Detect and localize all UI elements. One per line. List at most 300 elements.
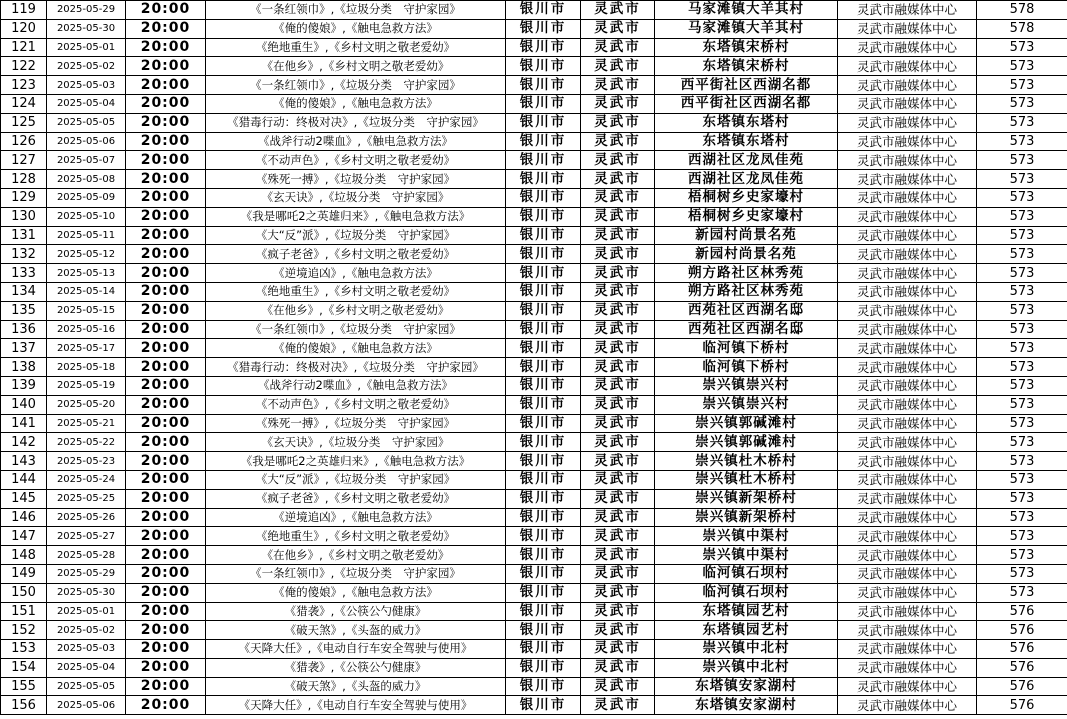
film-titles-cell[interactable]: 《俺的傻娘》,《触电急救方法》 <box>206 339 506 358</box>
county-cell[interactable]: 灵武市 <box>581 376 655 395</box>
time-cell[interactable]: 20:00 <box>126 19 206 38</box>
date-cell[interactable]: 2025-05-01 <box>47 602 126 621</box>
county-cell[interactable]: 灵武市 <box>581 583 655 602</box>
county-cell[interactable]: 灵武市 <box>581 527 655 546</box>
code-cell[interactable]: 573 <box>977 245 1067 264</box>
time-cell[interactable]: 20:00 <box>126 94 206 113</box>
time-cell[interactable]: 20:00 <box>126 564 206 583</box>
venue-cell[interactable]: 马家滩镇大羊其村 <box>655 1 838 20</box>
time-cell[interactable]: 20:00 <box>126 358 206 377</box>
time-cell[interactable]: 20:00 <box>126 76 206 95</box>
date-cell[interactable]: 2025-05-07 <box>47 151 126 170</box>
organizer-cell[interactable]: 灵武市融媒体中心 <box>838 602 977 621</box>
date-cell[interactable]: 2025-05-18 <box>47 358 126 377</box>
city-cell[interactable]: 银川市 <box>506 621 581 640</box>
organizer-cell[interactable]: 灵武市融媒体中心 <box>838 452 977 471</box>
city-cell[interactable]: 银川市 <box>506 564 581 583</box>
film-titles-cell[interactable]: 《猎袭》,《公筷公勺健康》 <box>206 602 506 621</box>
time-cell[interactable]: 20:00 <box>126 207 206 226</box>
table-row[interactable] <box>1 677 1067 696</box>
city-cell[interactable]: 银川市 <box>506 113 581 132</box>
organizer-cell[interactable]: 灵武市融媒体中心 <box>838 358 977 377</box>
date-cell[interactable]: 2025-05-29 <box>47 564 126 583</box>
time-cell[interactable]: 20:00 <box>126 151 206 170</box>
organizer-cell[interactable]: 灵武市融媒体中心 <box>838 677 977 696</box>
film-titles-cell[interactable]: 《殊死一搏》,《垃圾分类 守护家园》 <box>206 414 506 433</box>
code-cell[interactable]: 573 <box>977 414 1067 433</box>
code-cell[interactable]: 573 <box>977 113 1067 132</box>
code-cell[interactable]: 573 <box>977 489 1067 508</box>
city-cell[interactable]: 银川市 <box>506 151 581 170</box>
date-cell[interactable]: 2025-05-10 <box>47 207 126 226</box>
row-number-cell[interactable]: 152 <box>1 621 47 640</box>
organizer-cell[interactable]: 灵武市融媒体中心 <box>838 151 977 170</box>
city-cell[interactable]: 银川市 <box>506 264 581 283</box>
county-cell[interactable]: 灵武市 <box>581 132 655 151</box>
city-cell[interactable]: 银川市 <box>506 226 581 245</box>
table-row[interactable] <box>1 264 1067 283</box>
organizer-cell[interactable]: 灵武市融媒体中心 <box>838 414 977 433</box>
table-row[interactable] <box>1 38 1067 57</box>
venue-cell[interactable]: 崇兴镇新架桥村 <box>655 508 838 527</box>
city-cell[interactable]: 银川市 <box>506 414 581 433</box>
time-cell[interactable]: 20:00 <box>126 188 206 207</box>
date-cell[interactable]: 2025-05-23 <box>47 452 126 471</box>
table-row[interactable] <box>1 527 1067 546</box>
table-row[interactable] <box>1 170 1067 189</box>
film-titles-cell[interactable]: 《一条红领巾》,《垃圾分类 守护家园》 <box>206 564 506 583</box>
row-number-cell[interactable]: 121 <box>1 38 47 57</box>
row-number-cell[interactable]: 146 <box>1 508 47 527</box>
date-cell[interactable]: 2025-05-14 <box>47 282 126 301</box>
film-titles-cell[interactable]: 《逆境追凶》,《触电急救方法》 <box>206 264 506 283</box>
film-titles-cell[interactable]: 《俺的傻娘》,《触电急救方法》 <box>206 19 506 38</box>
city-cell[interactable]: 银川市 <box>506 358 581 377</box>
county-cell[interactable]: 灵武市 <box>581 433 655 452</box>
table-row[interactable] <box>1 395 1067 414</box>
organizer-cell[interactable]: 灵武市融媒体中心 <box>838 658 977 677</box>
table-row[interactable] <box>1 658 1067 677</box>
organizer-cell[interactable]: 灵武市融媒体中心 <box>838 132 977 151</box>
row-number-cell[interactable]: 156 <box>1 696 47 715</box>
film-titles-cell[interactable]: 《我是哪吒2之英雄归来》,《触电急救方法》 <box>206 207 506 226</box>
venue-cell[interactable]: 马家滩镇大羊其村 <box>655 19 838 38</box>
county-cell[interactable]: 灵武市 <box>581 170 655 189</box>
row-number-cell[interactable]: 122 <box>1 57 47 76</box>
table-row[interactable] <box>1 76 1067 95</box>
time-cell[interactable]: 20:00 <box>126 1 206 20</box>
row-number-cell[interactable]: 132 <box>1 245 47 264</box>
table-row[interactable] <box>1 113 1067 132</box>
venue-cell[interactable]: 东塔镇宋桥村 <box>655 38 838 57</box>
code-cell[interactable]: 573 <box>977 57 1067 76</box>
table-row[interactable] <box>1 414 1067 433</box>
table-row[interactable] <box>1 489 1067 508</box>
organizer-cell[interactable]: 灵武市融媒体中心 <box>838 1 977 20</box>
organizer-cell[interactable]: 灵武市融媒体中心 <box>838 527 977 546</box>
date-cell[interactable]: 2025-05-27 <box>47 527 126 546</box>
time-cell[interactable]: 20:00 <box>126 301 206 320</box>
row-number-cell[interactable]: 124 <box>1 94 47 113</box>
table-row[interactable] <box>1 19 1067 38</box>
city-cell[interactable]: 银川市 <box>506 245 581 264</box>
film-titles-cell[interactable]: 《一条红领巾》,《垃圾分类 守护家园》 <box>206 320 506 339</box>
organizer-cell[interactable]: 灵武市融媒体中心 <box>838 564 977 583</box>
row-number-cell[interactable]: 138 <box>1 358 47 377</box>
organizer-cell[interactable]: 灵武市融媒体中心 <box>838 583 977 602</box>
city-cell[interactable]: 银川市 <box>506 602 581 621</box>
row-number-cell[interactable]: 143 <box>1 452 47 471</box>
city-cell[interactable]: 银川市 <box>506 376 581 395</box>
organizer-cell[interactable]: 灵武市融媒体中心 <box>838 433 977 452</box>
code-cell[interactable]: 573 <box>977 282 1067 301</box>
code-cell[interactable]: 573 <box>977 527 1067 546</box>
date-cell[interactable]: 2025-05-22 <box>47 433 126 452</box>
table-row[interactable] <box>1 508 1067 527</box>
table-row[interactable] <box>1 188 1067 207</box>
date-cell[interactable]: 2025-05-03 <box>47 76 126 95</box>
venue-cell[interactable]: 西平街社区西湖名都 <box>655 76 838 95</box>
venue-cell[interactable]: 崇兴镇中渠村 <box>655 546 838 565</box>
row-number-cell[interactable]: 136 <box>1 320 47 339</box>
time-cell[interactable]: 20:00 <box>126 376 206 395</box>
row-number-cell[interactable]: 153 <box>1 640 47 659</box>
code-cell[interactable]: 573 <box>977 433 1067 452</box>
date-cell[interactable]: 2025-05-20 <box>47 395 126 414</box>
county-cell[interactable]: 灵武市 <box>581 76 655 95</box>
time-cell[interactable]: 20:00 <box>126 264 206 283</box>
film-titles-cell[interactable]: 《绝地重生》,《乡村文明之敬老爱幼》 <box>206 38 506 57</box>
row-number-cell[interactable]: 134 <box>1 282 47 301</box>
code-cell[interactable]: 573 <box>977 320 1067 339</box>
county-cell[interactable]: 灵武市 <box>581 226 655 245</box>
date-cell[interactable]: 2025-05-26 <box>47 508 126 527</box>
city-cell[interactable]: 银川市 <box>506 583 581 602</box>
film-titles-cell[interactable]: 《俺的傻娘》,《触电急救方法》 <box>206 94 506 113</box>
venue-cell[interactable]: 崇兴镇郭碱滩村 <box>655 433 838 452</box>
city-cell[interactable]: 银川市 <box>506 282 581 301</box>
county-cell[interactable]: 灵武市 <box>581 113 655 132</box>
table-row[interactable] <box>1 621 1067 640</box>
code-cell[interactable]: 573 <box>977 546 1067 565</box>
code-cell[interactable]: 576 <box>977 640 1067 659</box>
county-cell[interactable]: 灵武市 <box>581 489 655 508</box>
table-row[interactable] <box>1 452 1067 471</box>
table-row[interactable] <box>1 1 1067 20</box>
city-cell[interactable]: 银川市 <box>506 433 581 452</box>
county-cell[interactable]: 灵武市 <box>581 470 655 489</box>
county-cell[interactable]: 灵武市 <box>581 282 655 301</box>
county-cell[interactable]: 灵武市 <box>581 245 655 264</box>
table-row[interactable] <box>1 301 1067 320</box>
organizer-cell[interactable]: 灵武市融媒体中心 <box>838 376 977 395</box>
organizer-cell[interactable]: 灵武市融媒体中心 <box>838 188 977 207</box>
film-titles-cell[interactable]: 《天降大任》,《电动自行车安全驾驶与使用》 <box>206 696 506 715</box>
film-titles-cell[interactable]: 《大“反”派》,《垃圾分类 守护家园》 <box>206 226 506 245</box>
code-cell[interactable]: 573 <box>977 132 1067 151</box>
row-number-cell[interactable]: 147 <box>1 527 47 546</box>
code-cell[interactable]: 578 <box>977 1 1067 20</box>
row-number-cell[interactable]: 144 <box>1 470 47 489</box>
film-titles-cell[interactable]: 《战斧行动2喋血》,《触电急救方法》 <box>206 376 506 395</box>
county-cell[interactable]: 灵武市 <box>581 414 655 433</box>
date-cell[interactable]: 2025-05-29 <box>47 1 126 20</box>
row-number-cell[interactable]: 135 <box>1 301 47 320</box>
venue-cell[interactable]: 崇兴镇郭碱滩村 <box>655 414 838 433</box>
time-cell[interactable]: 20:00 <box>126 132 206 151</box>
code-cell[interactable]: 573 <box>977 188 1067 207</box>
venue-cell[interactable]: 崇兴镇杜木桥村 <box>655 470 838 489</box>
date-cell[interactable]: 2025-05-01 <box>47 38 126 57</box>
film-titles-cell[interactable]: 《疯子老爸》,《乡村文明之敬老爱幼》 <box>206 489 506 508</box>
row-number-cell[interactable]: 140 <box>1 395 47 414</box>
time-cell[interactable]: 20:00 <box>126 621 206 640</box>
date-cell[interactable]: 2025-05-16 <box>47 320 126 339</box>
row-number-cell[interactable]: 141 <box>1 414 47 433</box>
time-cell[interactable]: 20:00 <box>126 395 206 414</box>
organizer-cell[interactable]: 灵武市融媒体中心 <box>838 264 977 283</box>
code-cell[interactable]: 573 <box>977 395 1067 414</box>
venue-cell[interactable]: 崇兴镇中北村 <box>655 658 838 677</box>
code-cell[interactable]: 573 <box>977 301 1067 320</box>
venue-cell[interactable]: 崇兴镇杜木桥村 <box>655 452 838 471</box>
table-row[interactable] <box>1 583 1067 602</box>
county-cell[interactable]: 灵武市 <box>581 640 655 659</box>
row-number-cell[interactable]: 155 <box>1 677 47 696</box>
code-cell[interactable]: 573 <box>977 76 1067 95</box>
city-cell[interactable]: 银川市 <box>506 452 581 471</box>
organizer-cell[interactable]: 灵武市融媒体中心 <box>838 339 977 358</box>
county-cell[interactable]: 灵武市 <box>581 57 655 76</box>
film-titles-cell[interactable]: 《在他乡》,《乡村文明之敬老爱幼》 <box>206 546 506 565</box>
county-cell[interactable]: 灵武市 <box>581 151 655 170</box>
film-titles-cell[interactable]: 《破天煞》,《头盔的威力》 <box>206 621 506 640</box>
time-cell[interactable]: 20:00 <box>126 170 206 189</box>
row-number-cell[interactable]: 130 <box>1 207 47 226</box>
date-cell[interactable]: 2025-05-05 <box>47 677 126 696</box>
table-row[interactable] <box>1 564 1067 583</box>
film-titles-cell[interactable]: 《破天煞》,《头盔的威力》 <box>206 677 506 696</box>
organizer-cell[interactable]: 灵武市融媒体中心 <box>838 282 977 301</box>
date-cell[interactable]: 2025-05-24 <box>47 470 126 489</box>
organizer-cell[interactable]: 灵武市融媒体中心 <box>838 38 977 57</box>
county-cell[interactable]: 灵武市 <box>581 320 655 339</box>
table-row[interactable] <box>1 358 1067 377</box>
organizer-cell[interactable]: 灵武市融媒体中心 <box>838 19 977 38</box>
time-cell[interactable]: 20:00 <box>126 677 206 696</box>
table-row[interactable] <box>1 226 1067 245</box>
venue-cell[interactable]: 西苑社区西湖名邸 <box>655 320 838 339</box>
county-cell[interactable]: 灵武市 <box>581 207 655 226</box>
venue-cell[interactable]: 崇兴镇崇兴村 <box>655 376 838 395</box>
date-cell[interactable]: 2025-05-30 <box>47 583 126 602</box>
date-cell[interactable]: 2025-05-15 <box>47 301 126 320</box>
organizer-cell[interactable]: 灵武市融媒体中心 <box>838 621 977 640</box>
venue-cell[interactable]: 东塔镇宋桥村 <box>655 57 838 76</box>
county-cell[interactable]: 灵武市 <box>581 452 655 471</box>
city-cell[interactable]: 银川市 <box>506 508 581 527</box>
city-cell[interactable]: 银川市 <box>506 546 581 565</box>
time-cell[interactable]: 20:00 <box>126 433 206 452</box>
table-row[interactable] <box>1 546 1067 565</box>
organizer-cell[interactable]: 灵武市融媒体中心 <box>838 640 977 659</box>
code-cell[interactable]: 573 <box>977 170 1067 189</box>
county-cell[interactable]: 灵武市 <box>581 358 655 377</box>
row-number-cell[interactable]: 151 <box>1 602 47 621</box>
time-cell[interactable]: 20:00 <box>126 414 206 433</box>
row-number-cell[interactable]: 125 <box>1 113 47 132</box>
code-cell[interactable]: 573 <box>977 452 1067 471</box>
table-row[interactable] <box>1 602 1067 621</box>
code-cell[interactable]: 573 <box>977 564 1067 583</box>
organizer-cell[interactable]: 灵武市融媒体中心 <box>838 489 977 508</box>
date-cell[interactable]: 2025-05-06 <box>47 132 126 151</box>
row-number-cell[interactable]: 123 <box>1 76 47 95</box>
organizer-cell[interactable]: 灵武市融媒体中心 <box>838 57 977 76</box>
city-cell[interactable]: 银川市 <box>506 320 581 339</box>
film-titles-cell[interactable]: 《在他乡》,《乡村文明之敬老爱幼》 <box>206 301 506 320</box>
code-cell[interactable]: 573 <box>977 470 1067 489</box>
venue-cell[interactable]: 东塔镇安家湖村 <box>655 696 838 715</box>
county-cell[interactable]: 灵武市 <box>581 602 655 621</box>
film-titles-cell[interactable]: 《一条红领巾》,《垃圾分类 守护家园》 <box>206 76 506 95</box>
table-row[interactable] <box>1 57 1067 76</box>
code-cell[interactable]: 578 <box>977 19 1067 38</box>
time-cell[interactable]: 20:00 <box>126 245 206 264</box>
organizer-cell[interactable]: 灵武市融媒体中心 <box>838 245 977 264</box>
date-cell[interactable]: 2025-05-19 <box>47 376 126 395</box>
code-cell[interactable]: 573 <box>977 508 1067 527</box>
date-cell[interactable]: 2025-05-06 <box>47 696 126 715</box>
date-cell[interactable]: 2025-05-09 <box>47 188 126 207</box>
table-row[interactable] <box>1 151 1067 170</box>
organizer-cell[interactable]: 灵武市融媒体中心 <box>838 113 977 132</box>
code-cell[interactable]: 576 <box>977 658 1067 677</box>
organizer-cell[interactable]: 灵武市融媒体中心 <box>838 76 977 95</box>
row-number-cell[interactable]: 127 <box>1 151 47 170</box>
row-number-cell[interactable]: 129 <box>1 188 47 207</box>
county-cell[interactable]: 灵武市 <box>581 188 655 207</box>
time-cell[interactable]: 20:00 <box>126 226 206 245</box>
city-cell[interactable]: 银川市 <box>506 170 581 189</box>
city-cell[interactable]: 银川市 <box>506 696 581 715</box>
city-cell[interactable]: 银川市 <box>506 339 581 358</box>
venue-cell[interactable]: 西湖社区龙凤佳苑 <box>655 170 838 189</box>
organizer-cell[interactable]: 灵武市融媒体中心 <box>838 301 977 320</box>
county-cell[interactable]: 灵武市 <box>581 94 655 113</box>
city-cell[interactable]: 银川市 <box>506 57 581 76</box>
county-cell[interactable]: 灵武市 <box>581 1 655 20</box>
film-titles-cell[interactable]: 《玄天诀》,《垃圾分类 守护家园》 <box>206 188 506 207</box>
county-cell[interactable]: 灵武市 <box>581 564 655 583</box>
county-cell[interactable]: 灵武市 <box>581 339 655 358</box>
city-cell[interactable]: 银川市 <box>506 301 581 320</box>
county-cell[interactable]: 灵武市 <box>581 19 655 38</box>
film-titles-cell[interactable]: 《猎毒行动：终极对决》,《垃圾分类 守护家园》 <box>206 358 506 377</box>
table-row[interactable] <box>1 282 1067 301</box>
film-titles-cell[interactable]: 《猎袭》,《公筷公勺健康》 <box>206 658 506 677</box>
venue-cell[interactable]: 崇兴镇崇兴村 <box>655 395 838 414</box>
time-cell[interactable]: 20:00 <box>126 320 206 339</box>
date-cell[interactable]: 2025-05-08 <box>47 170 126 189</box>
date-cell[interactable]: 2025-05-21 <box>47 414 126 433</box>
city-cell[interactable]: 银川市 <box>506 188 581 207</box>
film-titles-cell[interactable]: 《天降大任》,《电动自行车安全驾驶与使用》 <box>206 640 506 659</box>
county-cell[interactable]: 灵武市 <box>581 38 655 57</box>
date-cell[interactable]: 2025-05-25 <box>47 489 126 508</box>
venue-cell[interactable]: 西平街社区西湖名都 <box>655 94 838 113</box>
venue-cell[interactable]: 崇兴镇中北村 <box>655 640 838 659</box>
county-cell[interactable]: 灵武市 <box>581 508 655 527</box>
code-cell[interactable]: 573 <box>977 583 1067 602</box>
code-cell[interactable]: 573 <box>977 339 1067 358</box>
film-titles-cell[interactable]: 《逆境追凶》,《触电急救方法》 <box>206 508 506 527</box>
row-number-cell[interactable]: 150 <box>1 583 47 602</box>
organizer-cell[interactable]: 灵武市融媒体中心 <box>838 696 977 715</box>
row-number-cell[interactable]: 149 <box>1 564 47 583</box>
city-cell[interactable]: 银川市 <box>506 658 581 677</box>
table-row[interactable] <box>1 207 1067 226</box>
date-cell[interactable]: 2025-05-12 <box>47 245 126 264</box>
date-cell[interactable]: 2025-05-17 <box>47 339 126 358</box>
time-cell[interactable]: 20:00 <box>126 38 206 57</box>
date-cell[interactable]: 2025-05-02 <box>47 621 126 640</box>
table-row[interactable] <box>1 470 1067 489</box>
row-number-cell[interactable]: 142 <box>1 433 47 452</box>
city-cell[interactable]: 银川市 <box>506 38 581 57</box>
row-number-cell[interactable]: 119 <box>1 1 47 20</box>
code-cell[interactable]: 573 <box>977 376 1067 395</box>
city-cell[interactable]: 银川市 <box>506 207 581 226</box>
venue-cell[interactable]: 梧桐树乡史家壕村 <box>655 207 838 226</box>
time-cell[interactable]: 20:00 <box>126 470 206 489</box>
county-cell[interactable]: 灵武市 <box>581 677 655 696</box>
time-cell[interactable]: 20:00 <box>126 282 206 301</box>
code-cell[interactable]: 576 <box>977 696 1067 715</box>
film-titles-cell[interactable]: 《殊死一搏》,《垃圾分类 守护家园》 <box>206 170 506 189</box>
row-number-cell[interactable]: 145 <box>1 489 47 508</box>
film-titles-cell[interactable]: 《猎毒行动：终极对决》,《垃圾分类 守护家园》 <box>206 113 506 132</box>
time-cell[interactable]: 20:00 <box>126 339 206 358</box>
city-cell[interactable]: 银川市 <box>506 527 581 546</box>
city-cell[interactable]: 银川市 <box>506 395 581 414</box>
code-cell[interactable]: 573 <box>977 38 1067 57</box>
time-cell[interactable]: 20:00 <box>126 113 206 132</box>
organizer-cell[interactable]: 灵武市融媒体中心 <box>838 470 977 489</box>
film-titles-cell[interactable]: 《不动声色》,《乡村文明之敬老爱幼》 <box>206 395 506 414</box>
film-titles-cell[interactable]: 《不动声色》,《乡村文明之敬老爱幼》 <box>206 151 506 170</box>
date-cell[interactable]: 2025-05-03 <box>47 640 126 659</box>
organizer-cell[interactable]: 灵武市融媒体中心 <box>838 207 977 226</box>
venue-cell[interactable]: 东塔镇安家湖村 <box>655 677 838 696</box>
film-titles-cell[interactable]: 《战斧行动2喋血》,《触电急救方法》 <box>206 132 506 151</box>
organizer-cell[interactable]: 灵武市融媒体中心 <box>838 226 977 245</box>
row-number-cell[interactable]: 154 <box>1 658 47 677</box>
date-cell[interactable]: 2025-05-04 <box>47 658 126 677</box>
venue-cell[interactable]: 崇兴镇中渠村 <box>655 527 838 546</box>
film-titles-cell[interactable]: 《绝地重生》,《乡村文明之敬老爱幼》 <box>206 527 506 546</box>
row-number-cell[interactable]: 126 <box>1 132 47 151</box>
film-titles-cell[interactable]: 《我是哪吒2之英雄归来》,《触电急救方法》 <box>206 452 506 471</box>
row-number-cell[interactable]: 133 <box>1 264 47 283</box>
code-cell[interactable]: 573 <box>977 226 1067 245</box>
county-cell[interactable]: 灵武市 <box>581 395 655 414</box>
time-cell[interactable]: 20:00 <box>126 452 206 471</box>
time-cell[interactable]: 20:00 <box>126 658 206 677</box>
time-cell[interactable]: 20:00 <box>126 527 206 546</box>
county-cell[interactable]: 灵武市 <box>581 658 655 677</box>
time-cell[interactable]: 20:00 <box>126 640 206 659</box>
